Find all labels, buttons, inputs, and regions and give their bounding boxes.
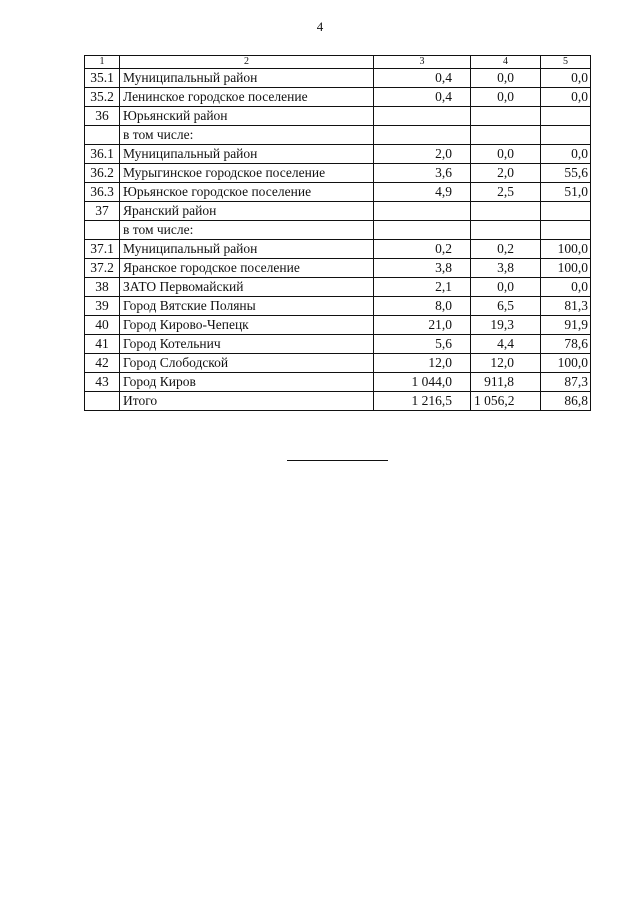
row-name-cell: Яранский район xyxy=(120,202,374,221)
row-name-cell: Город Котельнич xyxy=(120,335,374,354)
row-number-cell: 39 xyxy=(85,297,120,316)
value-cell-col4: 1 056,2 xyxy=(471,392,541,411)
column-header: 2 xyxy=(120,56,374,69)
value-cell-col5: 78,6 xyxy=(541,335,591,354)
row-number-cell: 36.3 xyxy=(85,183,120,202)
row-name-cell: ЗАТО Первомайский xyxy=(120,278,374,297)
value-cell-col3: 2,1 xyxy=(374,278,471,297)
row-number-cell xyxy=(85,221,120,240)
value-cell-col5: 0,0 xyxy=(541,278,591,297)
table-row xyxy=(85,373,591,392)
row-name-cell: в том числе: xyxy=(120,221,374,240)
row-number-cell: 36.1 xyxy=(85,145,120,164)
row-number-cell: 42 xyxy=(85,354,120,373)
row-number-cell: 37.1 xyxy=(85,240,120,259)
row-number-cell: 35.2 xyxy=(85,88,120,107)
row-name-cell: Город Кирово-Чепецк xyxy=(120,316,374,335)
value-cell-col4: 0,2 xyxy=(471,240,541,259)
value-cell-col4: 0,0 xyxy=(471,69,541,88)
value-cell-col5 xyxy=(541,202,591,221)
value-cell-col5: 100,0 xyxy=(541,259,591,278)
row-name-cell: Юрьянское городское поселение xyxy=(120,183,374,202)
table-row xyxy=(85,202,591,221)
value-cell-col3: 4,9 xyxy=(374,183,471,202)
value-cell-col4 xyxy=(471,202,541,221)
row-number-cell xyxy=(85,126,120,145)
table-row xyxy=(85,354,591,373)
table-row xyxy=(85,164,591,183)
value-cell-col3: 1 216,5 xyxy=(374,392,471,411)
row-number-cell: 38 xyxy=(85,278,120,297)
row-name-cell: Город Вятские Поляны xyxy=(120,297,374,316)
table-row xyxy=(85,126,591,145)
page-number: 4 xyxy=(316,19,324,34)
value-cell-col4: 4,4 xyxy=(471,335,541,354)
table-row xyxy=(85,297,591,316)
value-cell-col5 xyxy=(541,107,591,126)
table-row xyxy=(85,392,591,411)
value-cell-col5: 0,0 xyxy=(541,69,591,88)
value-cell-col5: 86,8 xyxy=(541,392,591,411)
table-row xyxy=(85,221,591,240)
row-name-cell: Город Киров xyxy=(120,373,374,392)
value-cell-col3: 8,0 xyxy=(374,297,471,316)
table-row xyxy=(85,107,591,126)
row-number-cell: 37.2 xyxy=(85,259,120,278)
row-name-cell: Ленинское городское поселение xyxy=(120,88,374,107)
value-cell-col5 xyxy=(541,126,591,145)
value-cell-col3: 0,2 xyxy=(374,240,471,259)
value-cell-col4: 6,5 xyxy=(471,297,541,316)
table-row xyxy=(85,259,591,278)
divider-line xyxy=(287,460,388,461)
value-cell-col4: 12,0 xyxy=(471,354,541,373)
value-cell-col5: 81,3 xyxy=(541,297,591,316)
value-cell-col5: 55,6 xyxy=(541,164,591,183)
column-header: 1 xyxy=(85,56,120,69)
row-name-cell: Юрьянский район xyxy=(120,107,374,126)
row-number-cell xyxy=(85,392,120,411)
value-cell-col5: 100,0 xyxy=(541,240,591,259)
value-cell-col3 xyxy=(374,202,471,221)
column-header: 4 xyxy=(471,56,541,69)
value-cell-col4: 0,0 xyxy=(471,88,541,107)
row-number-cell: 41 xyxy=(85,335,120,354)
table-row xyxy=(85,335,591,354)
value-cell-col3: 21,0 xyxy=(374,316,471,335)
value-cell-col4 xyxy=(471,221,541,240)
value-cell-col5: 87,3 xyxy=(541,373,591,392)
row-name-cell: Мурыгинское городское поселение xyxy=(120,164,374,183)
row-number-cell: 43 xyxy=(85,373,120,392)
value-cell-col5 xyxy=(541,221,591,240)
value-cell-col4: 3,8 xyxy=(471,259,541,278)
value-cell-col3: 1 044,0 xyxy=(374,373,471,392)
value-cell-col3: 5,6 xyxy=(374,335,471,354)
value-cell-col3 xyxy=(374,107,471,126)
value-cell-col5: 100,0 xyxy=(541,354,591,373)
table-row xyxy=(85,278,591,297)
row-number-cell: 35.1 xyxy=(85,69,120,88)
value-cell-col4 xyxy=(471,107,541,126)
value-cell-col4: 19,3 xyxy=(471,316,541,335)
value-cell-col5: 0,0 xyxy=(541,145,591,164)
row-name-cell: Муниципальный район xyxy=(120,240,374,259)
value-cell-col3 xyxy=(374,221,471,240)
column-header: 5 xyxy=(541,56,591,69)
value-cell-col4: 911,8 xyxy=(471,373,541,392)
row-name-cell: Муниципальный район xyxy=(120,145,374,164)
value-cell-col5: 51,0 xyxy=(541,183,591,202)
table-row xyxy=(85,240,591,259)
value-cell-col4 xyxy=(471,126,541,145)
value-cell-col4: 0,0 xyxy=(471,278,541,297)
data-table xyxy=(84,55,591,411)
table-row xyxy=(85,88,591,107)
value-cell-col4: 0,0 xyxy=(471,145,541,164)
value-cell-col3: 3,8 xyxy=(374,259,471,278)
row-number-cell: 40 xyxy=(85,316,120,335)
value-cell-col3: 2,0 xyxy=(374,145,471,164)
value-cell-col3: 0,4 xyxy=(374,69,471,88)
row-name-cell: Муниципальный район xyxy=(120,69,374,88)
column-header: 3 xyxy=(374,56,471,69)
value-cell-col3: 3,6 xyxy=(374,164,471,183)
value-cell-col3 xyxy=(374,126,471,145)
value-cell-col5: 0,0 xyxy=(541,88,591,107)
table-header-row xyxy=(85,56,591,69)
row-number-cell: 37 xyxy=(85,202,120,221)
table-row xyxy=(85,316,591,335)
value-cell-col4: 2,0 xyxy=(471,164,541,183)
row-name-cell: Яранское городское поселение xyxy=(120,259,374,278)
value-cell-col3: 0,4 xyxy=(374,88,471,107)
row-name-cell: в том числе: xyxy=(120,126,374,145)
table-row xyxy=(85,183,591,202)
value-cell-col5: 91,9 xyxy=(541,316,591,335)
table-row xyxy=(85,145,591,164)
value-cell-col3: 12,0 xyxy=(374,354,471,373)
row-number-cell: 36 xyxy=(85,107,120,126)
row-name-cell: Город Слободской xyxy=(120,354,374,373)
table-row xyxy=(85,69,591,88)
row-number-cell: 36.2 xyxy=(85,164,120,183)
row-name-cell: Итого xyxy=(120,392,374,411)
value-cell-col4: 2,5 xyxy=(471,183,541,202)
